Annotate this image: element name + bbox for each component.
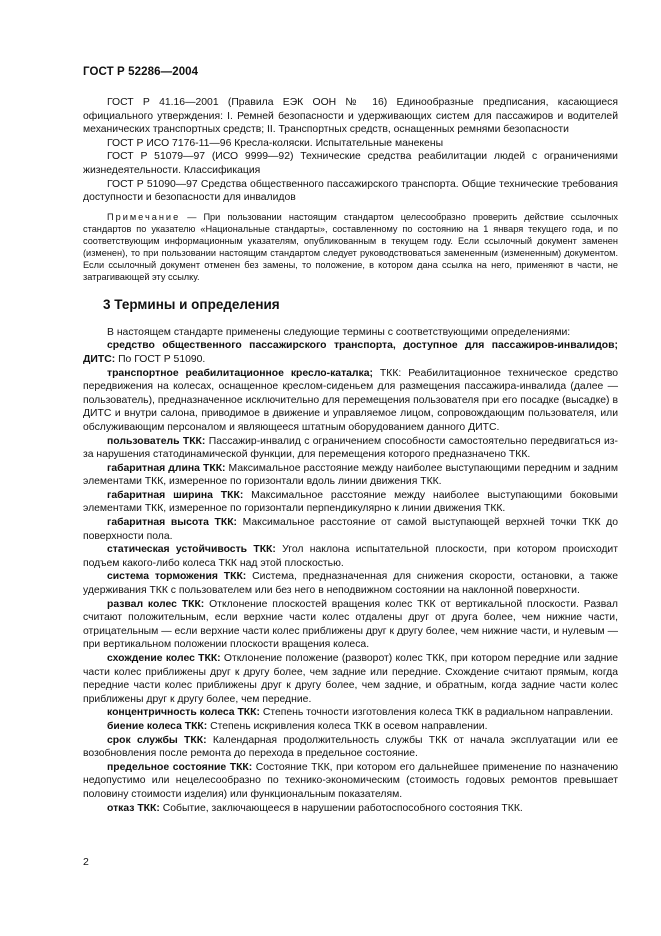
document-header: ГОСТ Р 52286—2004 <box>83 66 199 78</box>
note-text: — При пользовании настоящим стандартом целесообразно проверить действие ссылочных стандартов по указателю «Национальные стандарты», составленному по состоянию на 1 января текущего года, и по соответствующим информационным указателям, опубликованным в текущем году. Если ссылочный документ заменен (изменен), то при пользовании настоящим стандартом следует руководствоваться замененным (измененным) документом. Если ссылочный документ отменен без замены, то положение, в котором дана ссылка на него, применяют в части, не затрагивающей эту ссылку. <box>83 211 618 282</box>
term-definition: Максимальное расстояние между наиболее выступающими передним и задним элементами ТКК, измеренное по горизонтали вдоль линии движения ТКК. <box>83 462 618 488</box>
term-definition: Отклонение положение (разворот) колес ТКК, при котором передние или задние части колес приближены друг к другу более, чем задние или передние. Схождение считают прямым, когда передние части колес приближены друг к другу более, чем задние, и обратным, когда задние части колес приближены друг к другу более, чем передние. <box>83 653 619 705</box>
term-entry <box>83 462 618 489</box>
term-definition: Угол наклона испытательной плоскости, при котором происходит подъем какого-либо колеса ТКК над этой плоскостью. <box>83 544 618 569</box>
term-entry <box>83 706 618 720</box>
term-name: развал колес ТКК: <box>107 598 205 610</box>
section-intro: В настоящем стандарте применены следующие термины с соответствующими определениями: <box>107 326 571 338</box>
reference-item: ГОСТ Р 51079—97 (ИСО 9999—92) Технические средства реабилитации людей с ограничениями жизнедеятельности. Классификация <box>83 151 618 176</box>
reference-item: ГОСТ Р ИСО 7176-11—96 Кресла-коляски. Испытательные манекены <box>107 137 444 149</box>
note-paragraph <box>83 211 618 283</box>
term-entry <box>83 543 618 570</box>
term-entry <box>83 367 618 435</box>
term-entry <box>83 598 618 652</box>
page-number: 2 <box>83 856 89 868</box>
term-name: биение колеса ТКК: <box>107 720 208 732</box>
term-definition: Степень искривления колеса ТКК в осевом направлении. <box>207 720 488 732</box>
term-name: концентричность колеса ТКК: <box>107 707 260 719</box>
term-name: пользователь ТКК: <box>107 435 206 447</box>
page-content <box>83 96 618 815</box>
term-entry <box>83 339 618 366</box>
term-name: транспортное реабилитационное кресло-каталка; <box>107 367 373 379</box>
note-label: Примечание <box>107 211 181 222</box>
term-name: статическая устойчивость ТКК: <box>107 544 276 556</box>
term-definition: Событие, заключающееся в нарушении работоспособного состояния ТКК. <box>159 802 523 814</box>
term-name: предельное состояние ТКК: <box>107 761 253 773</box>
term-definition: Степень точности изготовления колеса ТКК в радиальном направлении. <box>259 707 614 719</box>
term-definition: Состояние ТКК, при котором его дальнейшее применение по назначению недопустимо или нецелесообразно по технико-экономическим (стоимость годовых ремонтов превышает половину стоимости изделия) или функциональным показателям. <box>83 761 618 800</box>
term-definition: По ГОСТ Р 51090. <box>115 353 206 365</box>
term-name: система торможения ТКК: <box>107 571 247 583</box>
term-entry <box>83 720 618 734</box>
term-entry <box>83 570 618 597</box>
term-definition: ТКК: Реабилитационное техническое средство передвижения на колесах, оснащенное креслом-сиденьем для размещения пассажира-инвалида (далее — пользователь), предназначенное исключительно для перемещения пользователя при его посадке (высадке) в ДИТС и внутри салона, приводимое в движение и управляемое лицом, сопровождающим пользователя, или обслуживающим персоналом и являющееся штатным оборудованием данного ДИТС. <box>83 367 619 433</box>
section-title: 3 Термины и определения <box>103 296 280 312</box>
term-definition: Максимальное расстояние между наиболее выступающими боковыми элементами ТКК, измеренное по горизонтали перпендикулярно к линии движения ТКК. <box>83 489 618 515</box>
reference-item: ГОСТ Р 41.16—2001 (Правила ЕЭК ООН № 16) Единообразные предписания, касающиеся официального утверждения: I. Ремней безопасности и удерживающих систем для пассажиров и водителей механических транспортных средств; II. Транспортных средств, оснащенных ремнями безопасности <box>83 97 618 136</box>
term-entry <box>83 435 618 462</box>
term-definition: Календарная продолжительность службы ТКК от начала эксплуатации или ее возобновления после ремонта до перехода в предельное состояние. <box>83 734 619 760</box>
term-entry <box>83 734 618 761</box>
term-name: габаритная высота ТКК: <box>107 517 237 529</box>
term-entry <box>83 516 618 543</box>
term-name: схождение колес ТКК: <box>107 653 221 664</box>
term-name: отказ ТКК: <box>107 802 160 814</box>
term-definition: Максимальное расстояние от самой выступающей верхней точки ТКК до поверхности пола. <box>83 517 618 542</box>
term-definition: Пассажир-инвалид с ограничением способности самостоятельно передвигаться из-за нарушения статодинамической функции, для перемещения которого предназначено ТКК. <box>83 435 618 461</box>
term-entry <box>83 802 618 816</box>
term-definition: Отклонение плоскостей вращения колес ТКК от вертикальной плоскости. Развал считают положительным, если верхние части колес отдалены друг от друга более, чем нижние части, отрицательным — если верхние части колес приближены друг к другу более, чем нижние части, и нулевым — при вертикальном положении плоскости вращения колеса. <box>83 598 618 651</box>
term-name: срок службы ТКК: <box>107 734 207 746</box>
term-name: габаритная длина ТКК: <box>107 462 226 474</box>
term-entry <box>83 652 618 706</box>
term-entry <box>83 761 618 802</box>
term-definition: Система, предназначенная для снижения скорости, остановки, а также удерживания ТКК с пользователем или без него в неподвижном состоянии на наклонной поверхности. <box>83 571 618 597</box>
term-entry <box>83 489 618 516</box>
reference-item: ГОСТ Р 51090—97 Средства общественного пассажирского транспорта. Общие технические требования доступности и безопасности для инвалидов <box>83 178 618 204</box>
term-name: средство общественного пассажирского транспорта, доступное для пассажиров-инвалидов; ДИТС: <box>83 340 618 365</box>
term-name: габаритная ширина ТКК: <box>107 489 244 501</box>
